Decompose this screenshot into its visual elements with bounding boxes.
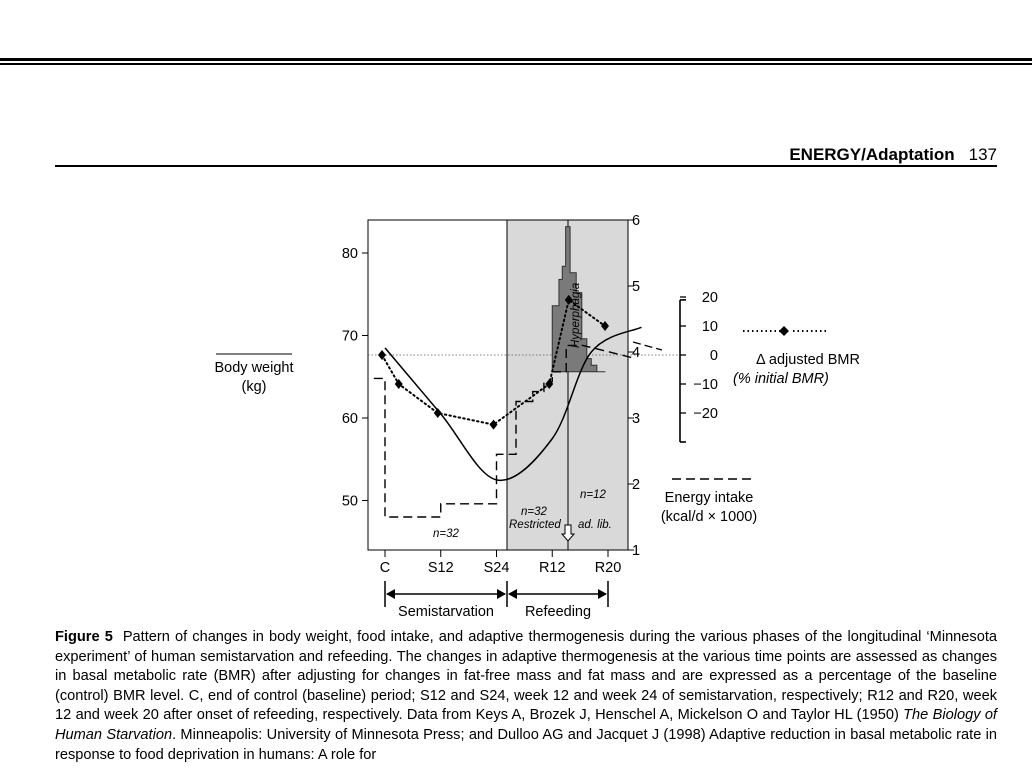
left-axis (342, 246, 368, 510)
phase-brackets (385, 581, 608, 620)
bmr-axis-title-line1: Δ adjusted BMR (756, 352, 860, 368)
right-tick-label: 2 (632, 477, 641, 493)
right-tick-label: 4 (632, 345, 641, 361)
left-tick-label: 80 (341, 246, 358, 262)
right-tick-label: 1 (632, 543, 641, 559)
x-tick-label: C (379, 560, 391, 576)
bmr-tick-label: −10 (693, 377, 718, 393)
bmr-tick-label: 20 (701, 290, 718, 306)
section-title: ENERGY/Adaptation (789, 145, 955, 164)
bmr-tick-label: 0 (709, 348, 718, 364)
arrowhead-left-icon (508, 589, 517, 599)
n-restricted-label: n=32 (521, 506, 547, 518)
right-tick-label: 6 (632, 213, 641, 229)
caption-text-part1: Pattern of changes in body weight, food intake, and adaptive thermogenesis during the various phases of the longitudinal ‘Minnesota experiment’ of human semistarvation and refeeding. The changes in adaptive thermogenesis at the various time points are assessed as changes in basal metabolic rate (BMR) after adjusting for changes in fat-free mass and fat mass and are expressed as a percentage of the baseline (control) BMR level. C, end of control (baseline) period; S12 and S24, week 12 and week 24 of semistarvation, respectively; R12 and R20, week 12 and week 20 after onset of refeeding, respectively. Data from Keys A, Brozek J, Henschel A, Mickelson O and Taylor HL (1950) (55, 629, 997, 724)
restricted-label: Restricted (509, 519, 561, 531)
arrowhead-right-icon (497, 589, 506, 599)
caption-label: Figure 5 (55, 629, 113, 645)
refeeding-label: Refeeding (524, 604, 592, 620)
bmr-point (490, 420, 498, 430)
x-tick-label: R12 (538, 560, 566, 576)
bmr-legend-marker (779, 326, 789, 336)
right-tick-label: 3 (632, 411, 641, 427)
right-tick-label: 5 (632, 279, 641, 295)
hyperphagia-label: Hyperphagia (570, 282, 582, 348)
caption-book-title: The Biology of Human Starvation (55, 707, 997, 743)
x-axis (380, 550, 622, 576)
x-tick-label: S24 (483, 560, 510, 576)
adlib-label: ad. lib. (578, 519, 612, 531)
arrowhead-left-icon (386, 589, 395, 599)
bmr-axis-title-line2: (% initial BMR) (733, 371, 829, 387)
left-axis-title-line1: Body weight (214, 360, 294, 376)
left-tick-label: 70 (341, 328, 358, 345)
n-adlib-label: n=12 (580, 489, 606, 501)
bmr-point (434, 408, 442, 418)
caption-text-part2: . Minneapolis: University of Minnesota Press; and Dulloo AG and Jacquet J (1998) Adaptive reduction in basal metabolic rate in response to food deprivation in humans: A role for (55, 726, 997, 763)
n-semistarvation-label: n=32 (433, 528, 459, 540)
right-axis (628, 213, 640, 559)
semistarvation-label: Semistarvation (398, 604, 494, 620)
bmr-axis (680, 290, 718, 442)
bmr-tick-label: 10 (701, 319, 718, 335)
x-tick-label: R20 (594, 560, 622, 576)
arrowhead-right-icon (598, 589, 607, 599)
left-tick-label: 50 (341, 493, 358, 510)
x-tick-label: S12 (427, 560, 454, 576)
left-axis-title-line2: (kg) (241, 379, 267, 395)
figure-caption (55, 628, 997, 765)
page-number: 137 (968, 145, 997, 164)
energy-axis-title-line2: (kcal/d × 1000) (660, 509, 758, 525)
left-tick-label: 60 (341, 411, 358, 427)
energy-axis-title-line1: Energy intake (664, 490, 754, 506)
bmr-tick-label: −20 (693, 406, 718, 422)
